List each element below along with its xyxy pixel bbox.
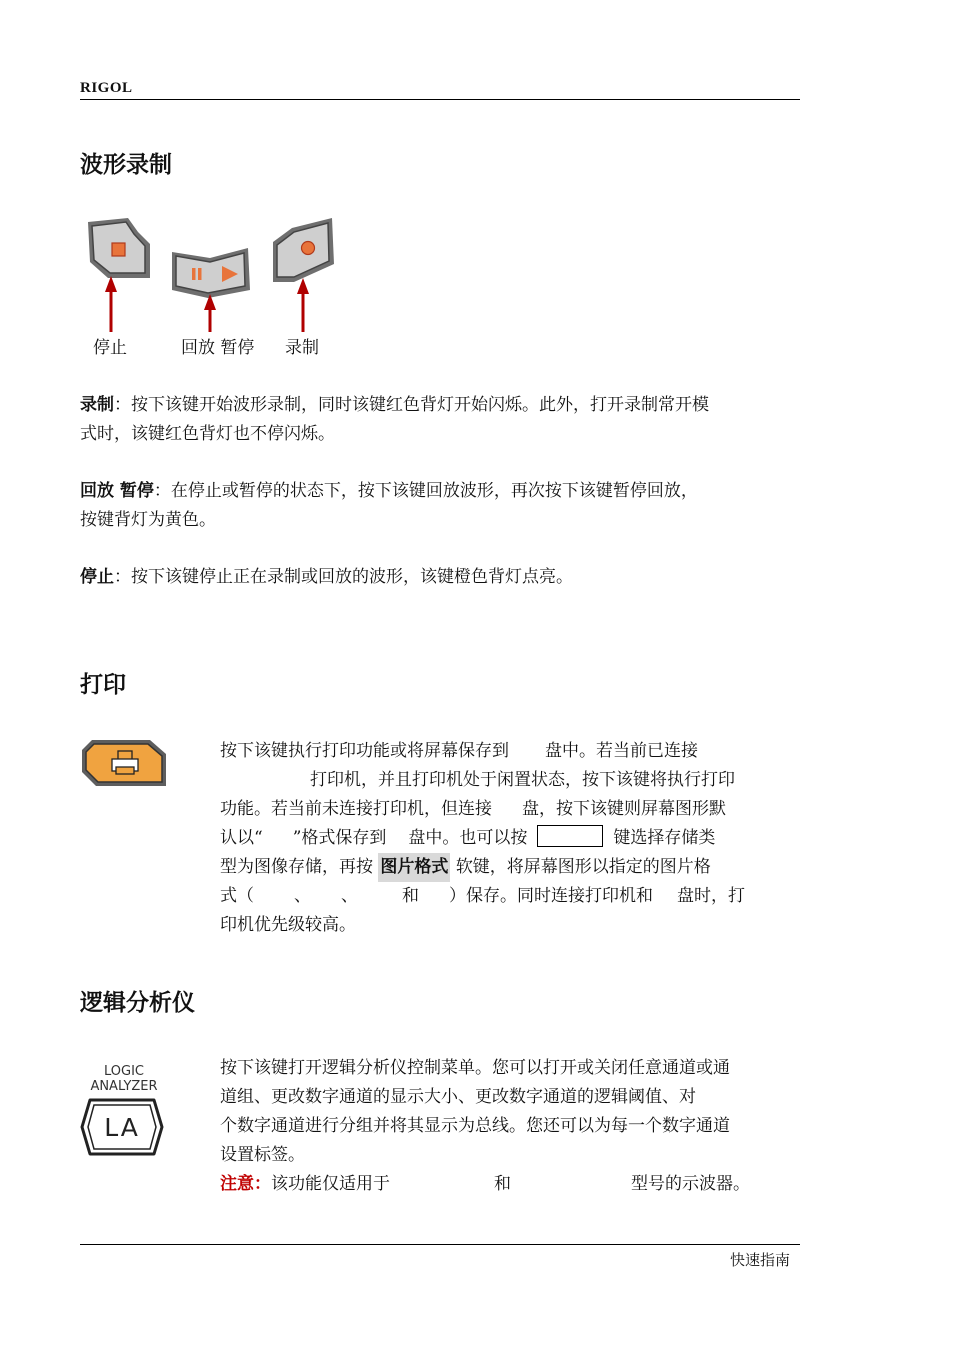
record-description: 录制：按下该键开始波形录制，同时该键红色背灯开始闪烁。此外，打开录制常开模 式时，该键红色背灯也不停闪烁。 [80,395,709,444]
record-label: 录制 [80,395,114,415]
footer-label: 快速指南 [730,1251,791,1269]
la-description: 按下该键打开逻辑分析仪控制菜单。您可以打开或关闭任意通道或通 道组、更改数字通道的显示大小、更改数字通道的逻辑阈值、对 个数字通道进行分组并将其显示为总线。您还可以为每一个数字通道 设置标签。 注意：该功能仅适用于 和 型号的示波器。 [220,1058,750,1194]
note-label: 注意： [220,1174,271,1194]
play-description: 回放 暂停：在停止或暂停的状态下，按下该键回放波形，再次按下该键暂停回放， 按键背灯为黄色。 [80,481,698,530]
stop-description: 停止：按下该键停止正在录制或回放的波形，该键橙色背灯点亮。 [80,567,573,587]
caption-record: 录制 [285,338,319,358]
brand-logo-text: RIGOL [80,80,133,96]
section-title-print: 打印 [80,672,126,698]
stop-key[interactable] [88,218,150,278]
logic-analyzer-key[interactable] [78,1096,166,1158]
footer-rule [80,1244,800,1245]
pause-icon [192,268,196,280]
la-key-caption: LOGIC ANALYZER [90,1064,158,1094]
header-rule [80,99,800,100]
image-format-softkey[interactable]: 图片格式 [378,853,450,882]
caption-stop: 停止 [93,338,127,358]
print-description: 按下该键执行打印功能或将屏幕保存到 盘中。若当前已连接 打印机，并且打印机处于闲置状态，按下该键将执行打印 功能。若当前未连接打印机，但连接 盘，按下该键则屏幕图形默 认以“ ”格式保存到 盘中。也可以按 键选择存储类 型为图像存储，再按 图片格式 软键，将屏幕图形以指定的图片格 式（ 、 、 和 ）保存。同时连接打印机和 盘时，打 印机优先级较高。 [220,741,745,935]
record-key[interactable] [273,218,334,282]
stop-square-icon [112,243,125,256]
print-key[interactable] [80,738,170,790]
storage-key-box[interactable] [537,825,603,847]
caption-play-pause: 回放 暂停 [181,338,255,358]
section-title-record: 波形录制 [80,152,172,178]
stop-label: 停止 [80,567,114,587]
play-label: 回放 暂停 [80,481,154,501]
play-pause-key[interactable] [172,248,250,298]
la-key-label: LA [104,1113,140,1142]
section-title-logic-analyzer: 逻辑分析仪 [80,990,195,1016]
record-dot-icon [302,242,315,255]
record-keys-figure [80,210,350,335]
